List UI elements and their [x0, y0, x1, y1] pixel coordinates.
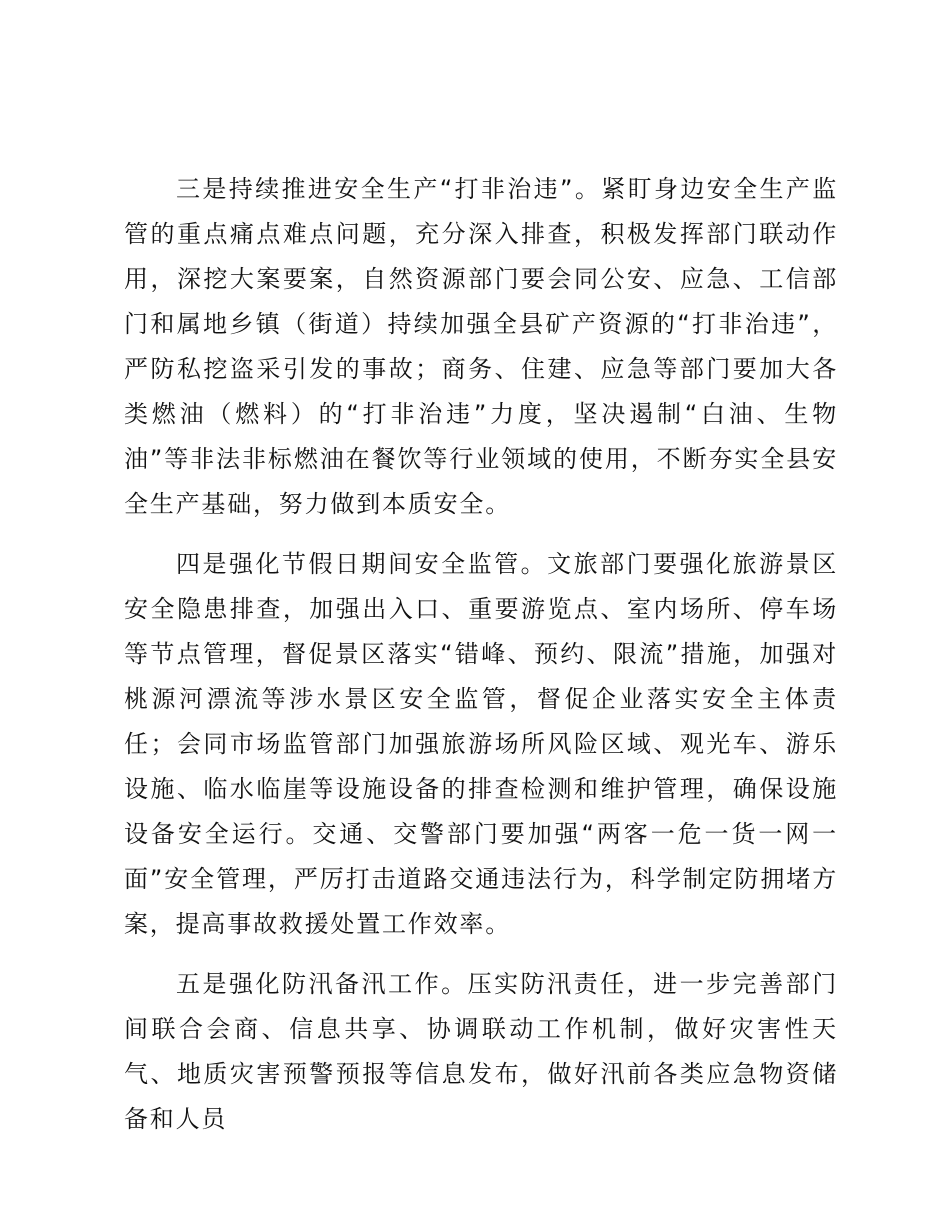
paragraph-holiday-supervision: 四是强化节假日期间安全监管。文旅部门要强化旅游景区安全隐患排查，加强出入口、重要游览点、室内场所、停车场等节点管理，督促景区落实“错峰、预约、限流”措施，加强对桃源河漂流等涉水景区安全监管，督促企业落实安全主体责任；会同市场监管部门加强旅游场所风险区域、观光车、游乐设施、临水临崖等设施设备的排查检测和维护管理，确保设施设备安全运行。交通、交警部门要加强“两客一危一货一网一面”安全管理，严厉打击道路交通违法行为，科学制定防拥堵方案，提高事故救援处置工作效率。: [124, 550, 838, 938]
paragraph-flood-prevention: 五是强化防汛备汛工作。压实防汛责任，进一步完善部门间联合会商、信息共享、协调联动工作机制，做好灾害性天气、地质灾害预警预报等信息发布，做好汛前各类应急物资储备和人员: [124, 970, 838, 1133]
document-body: [124, 167, 838, 1157]
paragraph-safety-crackdown: 三是持续推进安全生产“打非治违”。紧盯身边安全生产监管的重点痛点难点问题，充分深入排查，积极发挥部门联动作用，深挖大案要案，自然资源部门要会同公安、应急、工信部门和属地乡镇（街道）持续加强全县矿产资源的“打非治违”，严防私挖盗采引发的事故；商务、住建、应急等部门要加大各类燃油（燃料）的“打非治违”力度，坚决遏制“白油、生物油”等非法非标燃油在餐饮等行业领域的使用，不断夯实全县安全生产基础，努力做到本质安全。: [124, 175, 838, 518]
